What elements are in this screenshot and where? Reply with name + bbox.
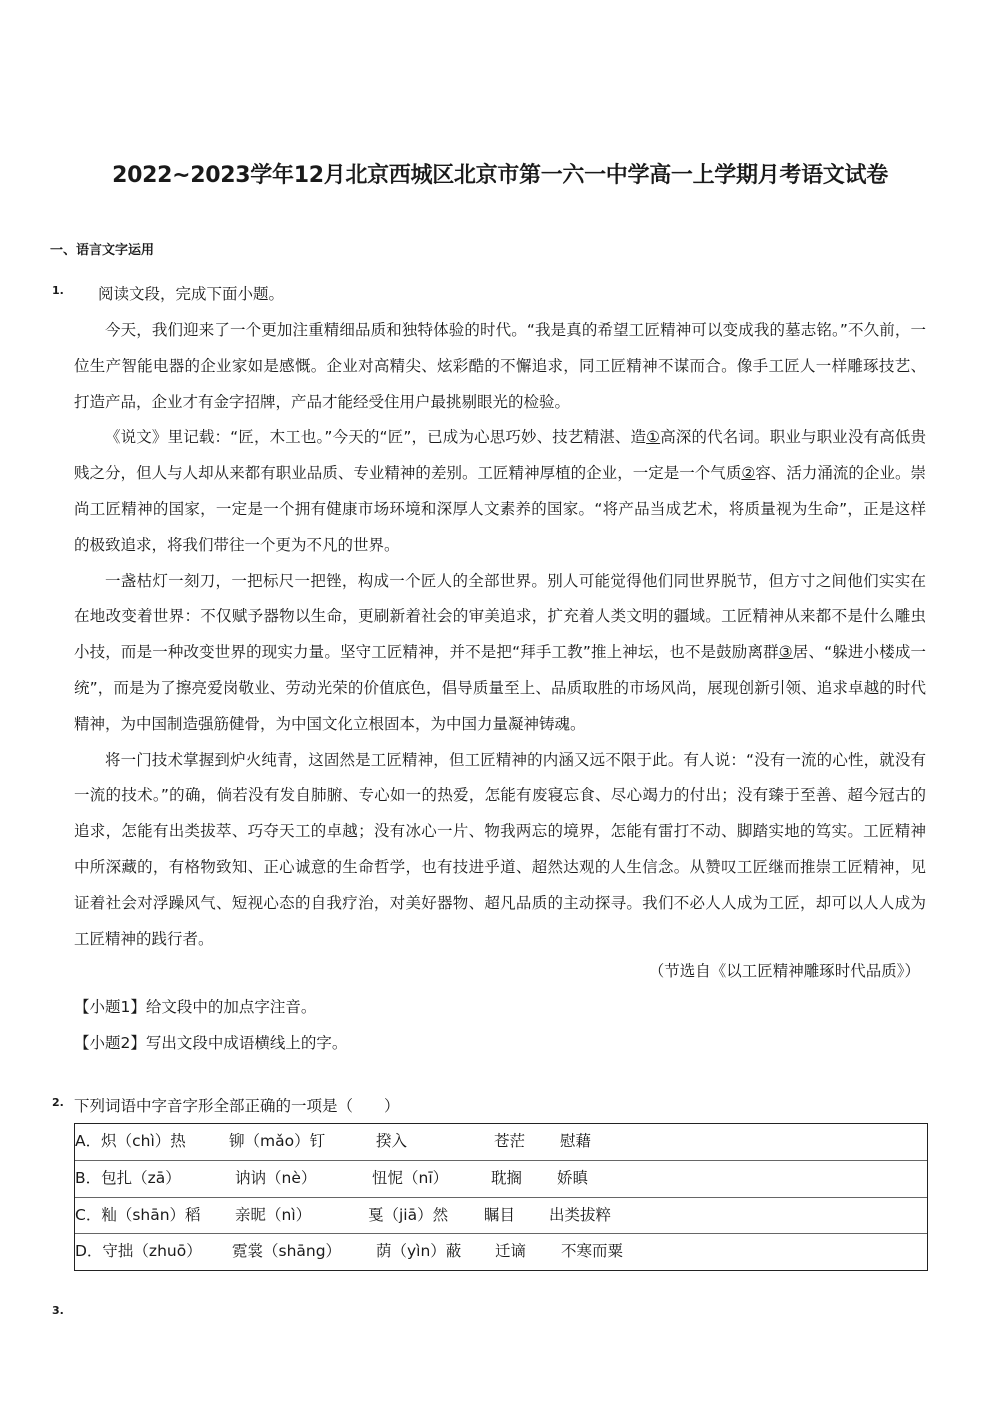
question-1-number: 1. bbox=[52, 284, 64, 297]
passage-paragraph-1: 今天，我们迎来了一个更加注重精细品质和独特体验的时代。“我是真的希望工匠精神可以变成我的墓志铭。”不久前，一位生产智能电器的企业家如是感慨。企业对高精尖、炫彩酷的不懈追求，同工匠精神不谋而合。像手工匠人一样雕琢技艺、打造产品，企业才有金字招牌，产品才能经受住用户最挑剔眼光的检验。 bbox=[74, 321, 926, 411]
question-2-number: 2. bbox=[52, 1096, 64, 1109]
option-c[interactable]: C．籼（shān）稻 亲昵（nì） 戛（jiā）然 瞩目 出类拔粹 bbox=[75, 1198, 927, 1235]
option-a[interactable]: A．炽（chì）热 铆（mǎo）钉 揆入 苍茫 慰藉 bbox=[75, 1124, 927, 1161]
blank-2: ② bbox=[741, 464, 756, 483]
blank-3: ③ bbox=[778, 643, 793, 662]
sub-question-2: 【小题2】写出文段中成语横线上的字。 bbox=[74, 1034, 348, 1052]
options-table bbox=[74, 1123, 928, 1271]
option-d[interactable]: D．守拙（zhuō） 霓裳（shāng） 荫（yìn）蔽 迁谪 不寒而粟 bbox=[75, 1242, 624, 1261]
sub-question-1: 【小题1】给文段中的加点字注音。 bbox=[74, 998, 317, 1016]
reading-passage bbox=[74, 313, 926, 957]
passage-paragraph-3: 一盏枯灯一刻刀，一把标尺一把锉，构成一个匠人的全部世界。别人可能觉得他们同世界脱节，但方寸之间他们实实在在地改变着世界：不仅赋予器物以生命，更刷新着社会的审美追求，扩充着人类文明的疆域。工匠精神从来都不是什么雕虫小技，而是一种改变世界的现实力量。坚守工匠精神，并不是把“拜手工教”推上神坛，也不是鼓励离群③居、“躲进小楼成一统”，而是为了擦亮爱岗敬业、劳动光荣的价值底色，倡导质量至上、品质取胜的市场风尚，展现创新引领、追求卓越的时代精神，为中国制造强筋健骨，为中国文化立根固本，为中国力量凝神铸魂。 bbox=[74, 571, 926, 733]
passage-source: （节选自《以工匠精神雕琢时代品质》） bbox=[648, 962, 920, 980]
blank-1: ① bbox=[646, 428, 661, 447]
page-title: 2022~2023学年12月北京西城区北京市第一六一中学高一上学期月考语文试卷 bbox=[112, 163, 888, 188]
passage-paragraph-4: 将一门技术掌握到炉火纯青，这固然是工匠精神，但工匠精神的内涵又远不限于此。有人说：“没有一流的心性，就没有一流的技术。”的确，倘若没有发自肺腑、专心如一的热爱，怎能有废寝忘食、尽心竭力的付出；没有臻于至善、超今冠古的追求，怎能有出类拔萃、巧夺天工的卓越；没有冰心一片、物我两忘的境界，怎能有雷打不动、脚踏实地的笃实。工匠精神中所深藏的，有格物致知、正心诚意的生命哲学，也有技进乎道、超然达观的人生信念。从赞叹工匠继而推崇工匠精神，见证着社会对浮躁风气、短视心态的自我疗治，对美好器物、超凡品质的主动探寻。我们不必人人成为工匠，却可以人人成为工匠精神的践行者。 bbox=[74, 750, 926, 948]
passage-paragraph-2: 《说文》里记载：“匠，木工也。”今天的“匠”，已成为心思巧妙、技艺精湛、造①高深的代名词。职业与职业没有高低贵贱之分，但人与人却从来都有职业品质、专业精神的差别。工匠精神厚植的企业，一定是一个气质②容、活力涌流的企业。崇尚工匠精神的国家，一定是一个拥有健康市场环境和深厚人文素养的国家。“将产品当成艺术，将质量视为生命”，正是这样的极致追求，将我们带往一个更为不凡的世界。 bbox=[74, 428, 926, 554]
question-3-number: 3. bbox=[52, 1304, 64, 1317]
question-1-intro: 阅读文段，完成下面小题。 bbox=[98, 285, 285, 303]
section-title: 一、语言文字运用 bbox=[50, 243, 155, 258]
question-2-stem: 下列词语中字音字形全部正确的一项是（ ） bbox=[74, 1097, 400, 1115]
option-b[interactable]: B．包扎（zā） 讷讷（nè） 忸怩（nī） 耽搁 娇瞋 bbox=[75, 1161, 927, 1198]
